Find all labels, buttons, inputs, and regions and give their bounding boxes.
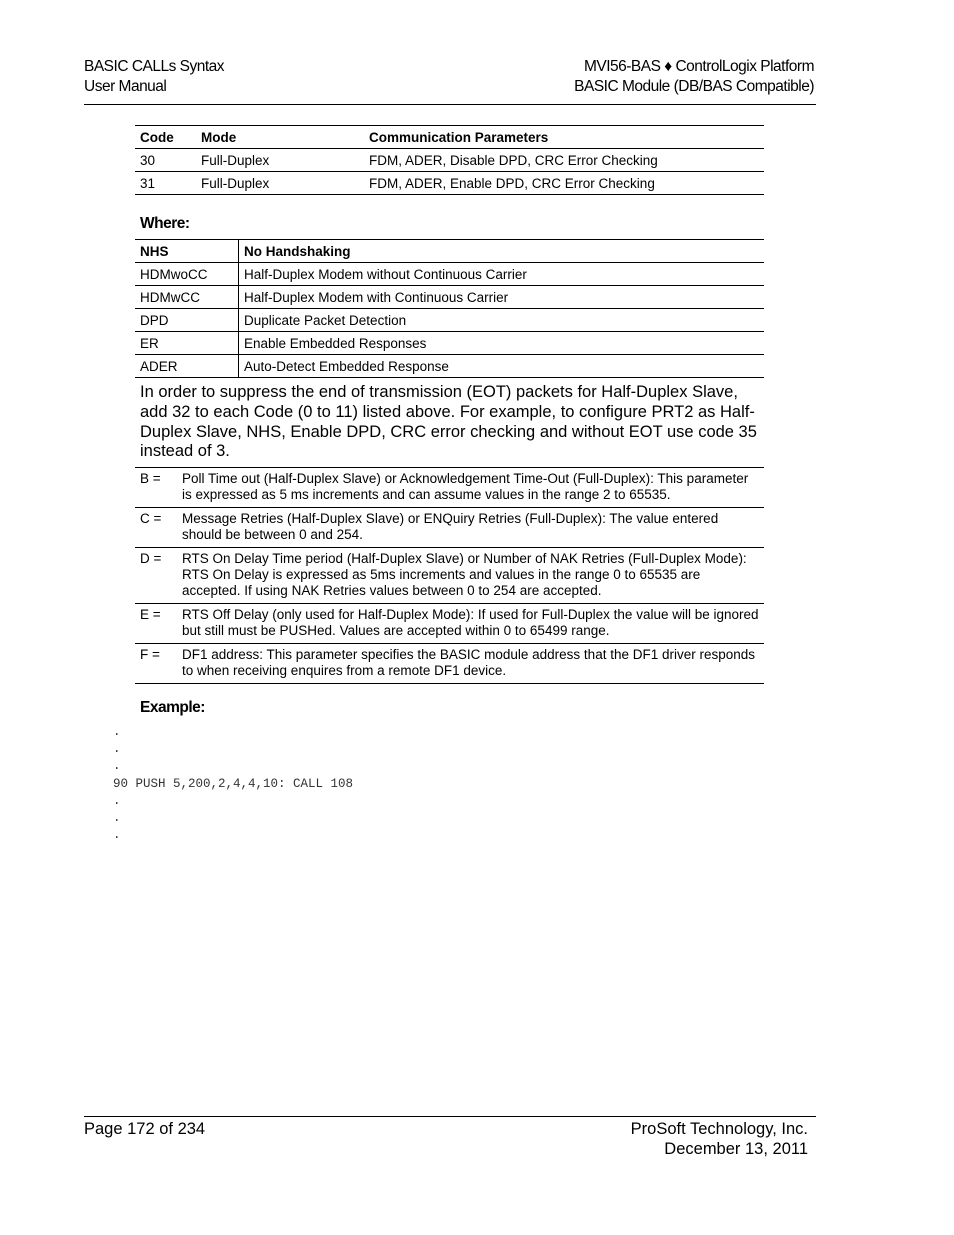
table-header-cell: Communication Parameters: [364, 126, 764, 149]
table-cell: Enable Embedded Responses: [239, 332, 765, 355]
table-cell: Full-Duplex: [196, 149, 364, 172]
table-cell: ER: [135, 332, 239, 355]
parameter-table: [135, 467, 764, 684]
table-row: [135, 332, 764, 355]
table-cell: HDMwoCC: [135, 263, 239, 286]
table-row: [135, 644, 764, 684]
table-row: [135, 263, 764, 286]
header-left: [84, 57, 224, 96]
company-name: ProSoft Technology, Inc.: [630, 1120, 808, 1138]
doc-manual-title: User Manual: [84, 77, 167, 95]
table-row: [135, 604, 764, 644]
product-name: MVI56-BAS ♦ ControlLogix Platform: [583, 58, 814, 75]
table-row: [135, 468, 764, 508]
table-header-cell: No Handshaking: [239, 240, 765, 263]
table-row: [135, 548, 764, 604]
param-description: Message Retries (Half-Duplex Slave) or ENQuiry Retries (Full-Duplex): The value entered should be between 0 and 254.: [177, 508, 764, 548]
table-row: [135, 172, 764, 195]
header-right: [574, 57, 814, 96]
param-description: RTS On Delay Time period (Half-Duplex Slave) or Number of NAK Retries (Full-Duplex Mode): RTS On Delay is expressed as 5ms increments and values in the range 0 to 65535 are accepted. If using NAK Retries values between 0 to 254 are accepted.: [177, 548, 764, 604]
table-cell: FDM, ADER, Disable DPD, CRC Error Checking: [364, 149, 764, 172]
table-row: [135, 508, 764, 548]
table-cell: Half-Duplex Modem without Continuous Carrier: [239, 263, 765, 286]
param-description: DF1 address: This parameter specifies the BASIC module address that the DF1 driver responds to when receiving enquires from a remote DF1 device.: [177, 644, 764, 684]
param-key: B =: [135, 468, 177, 508]
table-cell: ADER: [135, 355, 239, 378]
param-key: D =: [135, 548, 177, 604]
param-description: Poll Time out (Half-Duplex Slave) or Acknowledgement Time-Out (Full-Duplex): This parameter is expressed as 5 ms increments and can assume values in the range 2 to 65535.: [177, 468, 764, 508]
table-cell: Half-Duplex Modem with Continuous Carrier: [239, 286, 765, 309]
table-header-cell: Mode: [196, 126, 364, 149]
footer-right: [631, 1120, 808, 1159]
table-cell: Auto-Detect Embedded Response: [239, 355, 765, 378]
table-header-cell: Code: [135, 126, 196, 149]
abbreviation-table: [135, 239, 764, 378]
table-cell: FDM, ADER, Enable DPD, CRC Error Checking: [364, 172, 764, 195]
footer-rule: [84, 1116, 816, 1117]
product-subtitle: BASIC Module (DB/BAS Compatible): [574, 77, 814, 95]
param-key: E =: [135, 604, 177, 644]
table-row: [135, 149, 764, 172]
table-row: [135, 355, 764, 378]
param-description: RTS Off Delay (only used for Half-Duplex Mode): If used for Full-Duplex the value will be ignored but still must be PUSHed. Values are accepted within 0 to 65499 range.: [177, 604, 764, 644]
where-heading: Where:: [140, 215, 190, 232]
table-cell: 30: [135, 149, 196, 172]
table-row: [135, 309, 764, 332]
param-key: F =: [135, 644, 177, 684]
eot-paragraph: In order to suppress the end of transmission (EOT) packets for Half-Duplex Slave, add 32 to each Code (0 to 11) listed above. For example, to configure PRT2 as Half-Duplex Slave, NHS, Enable DPD, CRC error checking and without EOT use code 35 instead of 3.: [140, 383, 757, 461]
table-header-row: [135, 126, 764, 149]
table-cell: Full-Duplex: [196, 172, 364, 195]
example-code: . . . 90 PUSH 5,200,2,4,4,10: CALL 108 . . .: [113, 725, 354, 843]
page-number: Page 172 of 234: [84, 1120, 206, 1138]
table-header-cell: NHS: [135, 240, 239, 263]
param-key: C =: [135, 508, 177, 548]
table-cell: Duplicate Packet Detection: [239, 309, 765, 332]
doc-section-title: BASIC CALLs Syntax: [84, 58, 225, 75]
table-cell: DPD: [135, 309, 239, 332]
table-cell: HDMwCC: [135, 286, 239, 309]
code-table: [135, 125, 764, 195]
table-row: [135, 286, 764, 309]
example-heading: Example:: [140, 699, 205, 716]
table-header-row: [135, 240, 764, 263]
table-cell: 31: [135, 172, 196, 195]
header-rule: [84, 104, 816, 105]
publish-date: December 13, 2011: [664, 1139, 808, 1158]
